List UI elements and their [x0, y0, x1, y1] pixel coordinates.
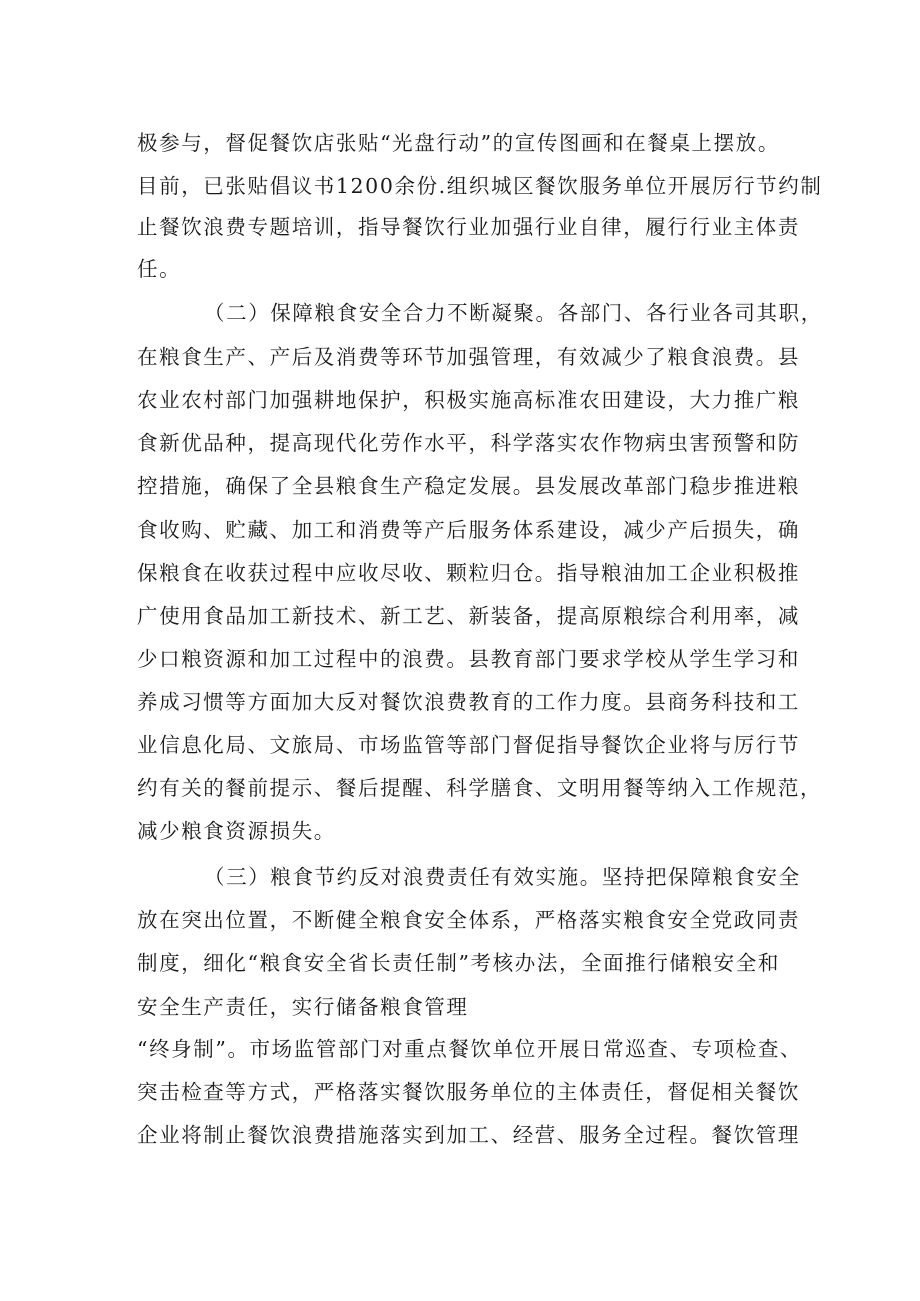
text-line: 食收购、贮藏、加工和消费等产后服务体系建设，减少产后损失，确 — [137, 518, 800, 542]
text-line: 任。 — [137, 257, 182, 281]
text-line: 约有关的餐前提示、餐后提醒、科学膳食、文明用餐等纳入工作规范， — [137, 776, 823, 800]
text-line: 减少粮食资源损失。 — [137, 819, 336, 843]
text-line: 突击检查等方式，严格落实餐饮服务单位的主体责任，督促相关餐饮 — [137, 1080, 800, 1104]
text-line: 养成习惯等方面加大反对餐饮浪费教育的工作力度。县商务科技和工 — [137, 690, 800, 714]
text-line: 控措施，确保了全县粮食生产稳定发展。县发展改革部门稳步推进粮 — [137, 474, 800, 498]
text-line: “终身制”。市场监管部门对重点餐饮单位开展日常巡查、专项检查、 — [137, 1037, 803, 1061]
text-line: 目前，已张贴倡议书1200余份.组织城区餐饮服务单位开展厉行节约制 — [137, 174, 823, 198]
text-line: 制度，细化“粮食安全省长责任制”考核办法，全面推行储粮安全和 — [137, 951, 780, 975]
text-line: 放在突出位置，不断健全粮食安全体系，严格落实粮食安全党政同责 — [137, 908, 800, 932]
paragraph-heading-3: （三）粮食节约反对浪费责任有效实施。坚持把保障粮食安全 — [204, 865, 801, 889]
text-line: 安全生产责任，实行储备粮食管理 — [137, 995, 469, 1019]
text-line: 少口粮资源和加工过程中的浪费。县教育部门要求学校从学生学习和 — [137, 647, 800, 671]
text-line: 保粮食在收获过程中应收尽收、颗粒归仓。指导粮油加工企业积极推 — [137, 561, 800, 585]
text-line: 业信息化局、文旅局、市场监管等部门督促指导餐饮企业将与厉行节 — [137, 733, 800, 757]
text-line: 极参与，督促餐饮店张贴“光盘行动”的宣传图画和在餐桌上摆放。 — [137, 131, 780, 155]
text-line: 在粮食生产、产后及消费等环节加强管理，有效减少了粮食浪费。县 — [137, 345, 800, 369]
text-line: 食新优品种，提高现代化劳作水平，科学落实农作物病虫害预警和防 — [137, 431, 800, 455]
text-line: 企业将制止餐饮浪费措施落实到加工、经营、服务全过程。餐饮管理 — [137, 1123, 800, 1147]
text-line: 农业农村部门加强耕地保护，积极实施高标准农田建设，大力推广粮 — [137, 388, 800, 412]
text-line: 止餐饮浪费专题培训，指导餐饮行业加强行业自律，履行行业主体责 — [137, 215, 800, 239]
text-line: 广使用食品加工新技术、新工艺、新装备，提高原粮综合利用率，减 — [137, 604, 800, 628]
paragraph-heading-2: （二）保障粮食安全合力不断凝聚。各部门、各行业各司其职， — [204, 301, 823, 325]
